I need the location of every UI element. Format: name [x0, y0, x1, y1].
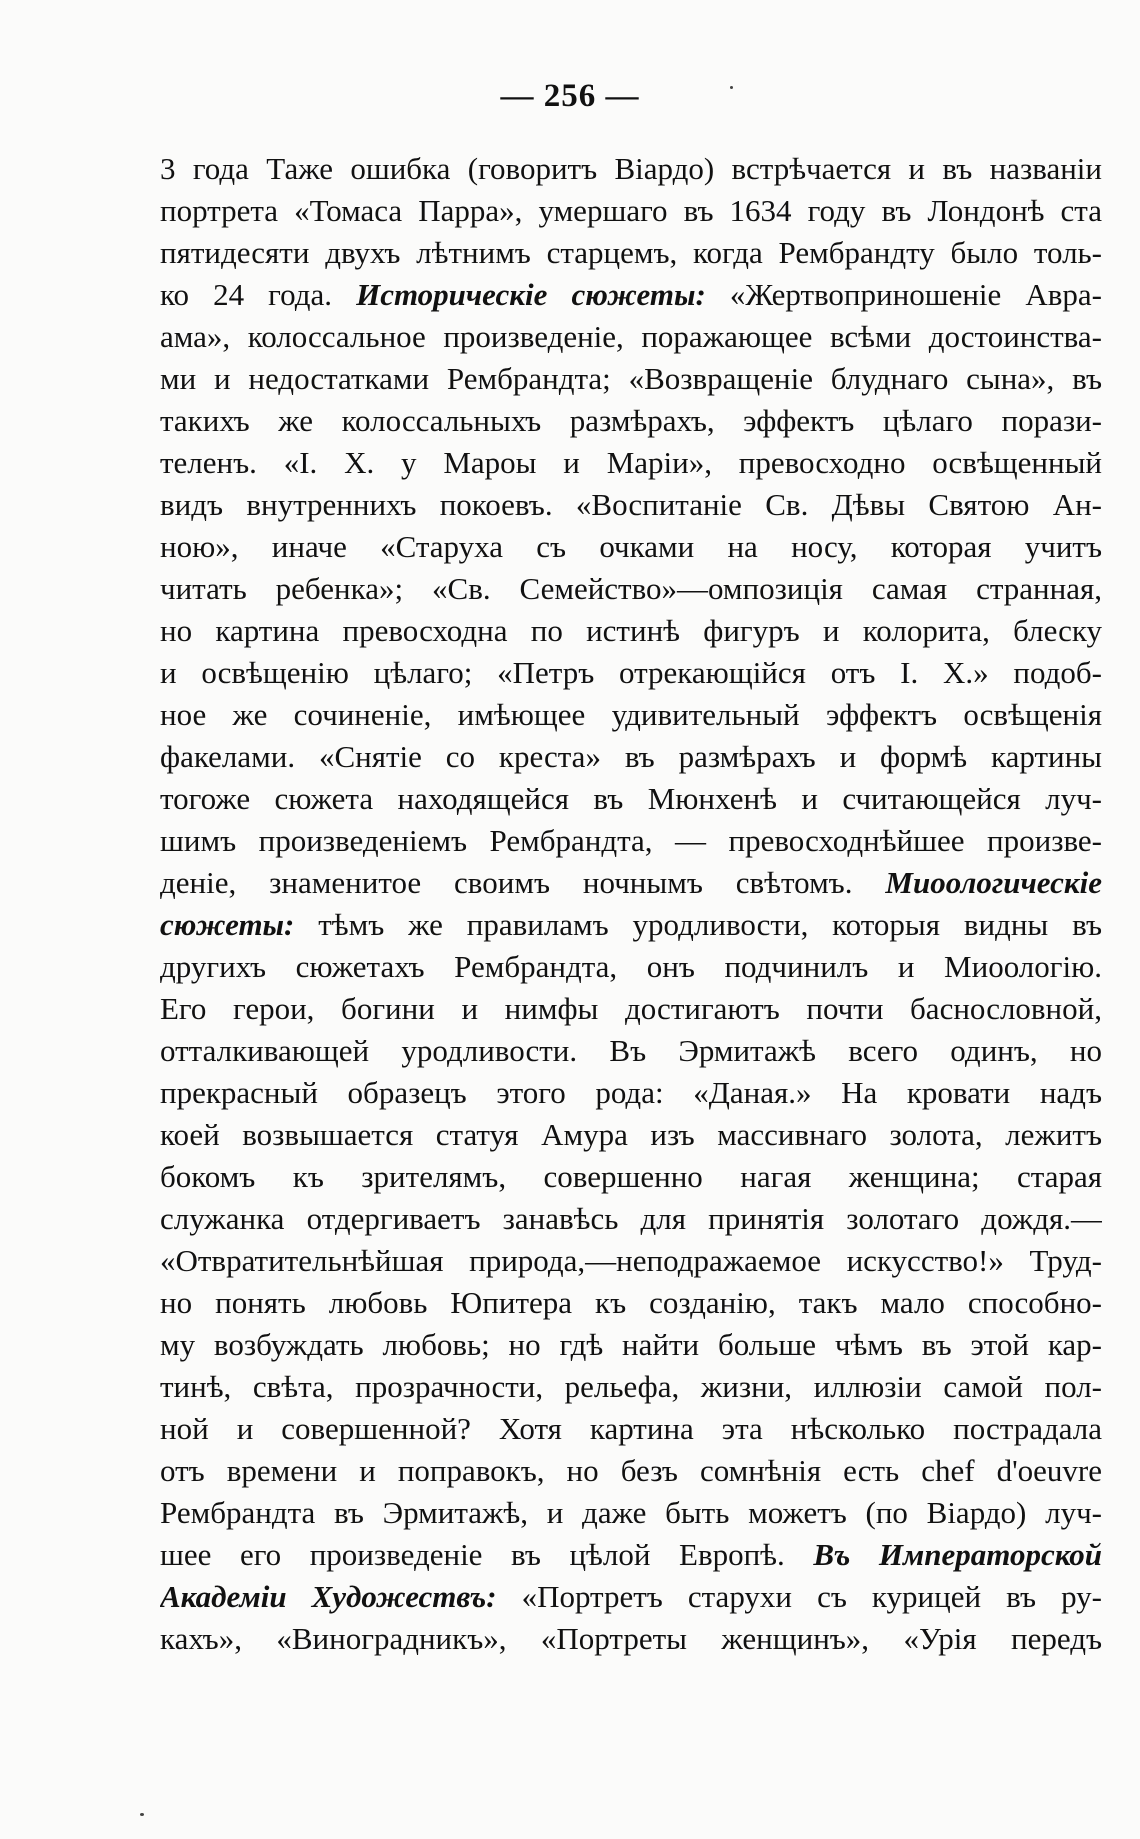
text-line	[160, 1534, 1102, 1576]
text-line	[160, 316, 1102, 358]
text-line	[160, 358, 1102, 400]
text-line	[160, 274, 1102, 316]
text-segment: отъ времени и поправокъ, но безъ сомнѣнія есть chef d'oeuvre	[160, 1453, 1102, 1488]
text-segment: портрета «Томаса Парра», умершаго въ 1634 году въ Лондонѣ ста	[160, 193, 1102, 228]
body-text	[160, 148, 1102, 1660]
text-segment: «Отвратительнѣйшая природа,—неподражаемое искусство!» Труд-	[160, 1243, 1102, 1278]
italic-heading: Миоологическіе	[885, 865, 1102, 900]
text-segment: тинѣ, свѣта, прозрачности, рельефа, жизни, иллюзіи самой пол-	[160, 1369, 1102, 1404]
text-line	[160, 1156, 1102, 1198]
text-line	[160, 1450, 1102, 1492]
text-segment: кахъ», «Виноградникъ», «Портреты женщинъ», «Урія передъ	[160, 1621, 1102, 1656]
page-number: — 256 —	[500, 78, 640, 114]
text-line	[160, 1240, 1102, 1282]
italic-heading: Въ Императорской	[813, 1537, 1102, 1572]
text-line	[160, 736, 1102, 778]
text-segment: отталкивающей уродливости. Въ Эрмитажѣ всего одинъ, но	[160, 1033, 1102, 1068]
text-line	[160, 778, 1102, 820]
text-line	[160, 1198, 1102, 1240]
text-segment: теленъ. «І. Х. у Мароы и Маріи», превосходно освѣщенный	[160, 445, 1102, 480]
text-line	[160, 904, 1102, 946]
text-line	[160, 442, 1102, 484]
text-line	[160, 1492, 1102, 1534]
text-segment: ное же сочиненіе, имѣющее удивительный эффектъ освѣщенія	[160, 697, 1102, 732]
text-line	[160, 400, 1102, 442]
text-line	[160, 484, 1102, 526]
text-segment: и освѣщенію цѣлаго; «Петръ отрекающійся отъ І. Х.» подоб-	[160, 655, 1102, 690]
text-line	[160, 1030, 1102, 1072]
text-line	[160, 820, 1102, 862]
text-line	[160, 988, 1102, 1030]
text-line	[160, 610, 1102, 652]
text-line	[160, 568, 1102, 610]
text-segment: шимъ произведеніемъ Рембрандта, — превосходнѣйшее произве-	[160, 823, 1102, 858]
text-segment: му возбуждать любовь; но гдѣ найти больше чѣмъ въ этой кар-	[160, 1327, 1102, 1362]
text-segment: ной и совершенной? Хотя картина эта нѣсколько пострадала	[160, 1411, 1102, 1446]
text-line	[160, 946, 1102, 988]
italic-heading: сюжеты:	[160, 907, 295, 942]
text-line	[160, 1324, 1102, 1366]
text-segment: тѣмъ же правиламъ уродливости, которыя видны въ	[294, 907, 1102, 942]
text-segment: ною», иначе «Старуха съ очками на носу, которая учитъ	[160, 529, 1102, 564]
text-line	[160, 652, 1102, 694]
italic-heading: Историческіе сюжеты:	[356, 277, 706, 312]
text-segment: тогоже сюжета находящейся въ Мюнхенѣ и считающейся луч-	[160, 781, 1102, 816]
text-segment: 3 года Таже ошибка (говоритъ Віардо) встрѣчается и въ названіи	[160, 151, 1102, 186]
text-line	[160, 1618, 1102, 1660]
text-segment: «Жертвоприношеніе Авра-	[705, 277, 1102, 312]
text-segment: Рембрандта въ Эрмитажѣ, и даже быть можетъ (по Віардо) луч-	[160, 1495, 1102, 1530]
text-segment: ми и недостатками Рембрандта; «Возвращеніе блуднаго сына», въ	[160, 361, 1102, 396]
text-line	[160, 1282, 1102, 1324]
text-segment: ко 24 года.	[160, 277, 357, 312]
italic-heading: Академіи Художествъ:	[160, 1579, 497, 1614]
text-line	[160, 1576, 1102, 1618]
text-segment: но понять любовь Юпитера къ созданію, такъ мало способно-	[160, 1285, 1102, 1320]
text-segment: прекрасный образецъ этого рода: «Даная.» На кровати надъ	[160, 1075, 1102, 1110]
text-line	[160, 694, 1102, 736]
text-line	[160, 1366, 1102, 1408]
text-line	[160, 232, 1102, 274]
text-segment: деніе, знаменитое своимъ ночнымъ свѣтомъ.	[160, 865, 886, 900]
text-segment: факелами. «Снятіе со креста» въ размѣрахъ и формѣ картины	[160, 739, 1102, 774]
text-segment: «Портретъ старухи съ курицей въ ру-	[496, 1579, 1102, 1614]
text-line	[160, 862, 1102, 904]
text-line	[160, 526, 1102, 568]
text-segment: такихъ же колоссальныхъ размѣрахъ, эффектъ цѣлаго порази-	[160, 403, 1102, 438]
text-segment: шее его произведеніе въ цѣлой Европѣ.	[160, 1537, 814, 1572]
text-line	[160, 1114, 1102, 1156]
text-segment: читать ребенка»; «Св. Семейство»—омпозиція самая странная,	[160, 571, 1102, 606]
text-segment: но картина превосходна по истинѣ фигуръ и колорита, блеску	[160, 613, 1102, 648]
text-segment: другихъ сюжетахъ Рембрандта, онъ подчинилъ и Миоологію.	[160, 949, 1102, 984]
text-segment: служанка отдергиваетъ занавѣсь для принятія золотаго дождя.—	[160, 1201, 1102, 1236]
text-segment: коей возвышается статуя Амура изъ массивнаго золота, лежитъ	[160, 1117, 1102, 1152]
text-segment: ама», колоссальное произведеніе, поражающее всѣми достоинства-	[160, 319, 1102, 354]
text-line	[160, 1408, 1102, 1450]
text-line	[160, 148, 1102, 190]
text-line	[160, 1072, 1102, 1114]
text-segment: Его герои, богини и нимфы достигаютъ почти баснословной,	[160, 991, 1102, 1026]
text-segment: пятидесяти двухъ лѣтнимъ старцемъ, когда Рембрандту было толь-	[160, 235, 1102, 270]
text-segment: видъ внутреннихъ покоевъ. «Воспитаніе Св. Дѣвы Святою Ан-	[160, 487, 1102, 522]
text-segment: бокомъ къ зрителямъ, совершенно нагая женщина; старая	[160, 1159, 1102, 1194]
text-line	[160, 190, 1102, 232]
